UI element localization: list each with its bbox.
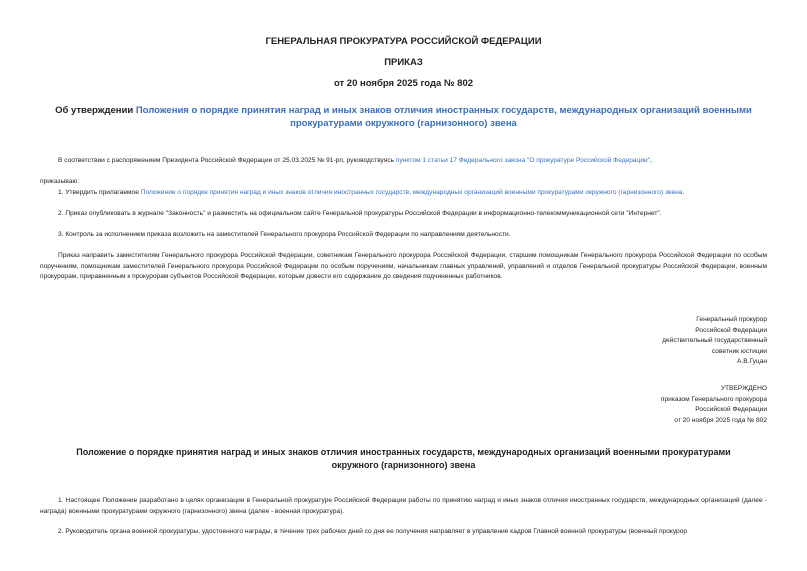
regulation-title: Положение о порядке принятия наград и иных знаков отличия иностранных государств, международных организаций военными прокуратурами окружного (гарнизонного) звена: [76, 447, 731, 470]
approval-block: [661, 384, 767, 426]
preamble-end: ,: [650, 157, 652, 164]
regulation-link[interactable]: Положение о порядке принятия наград и иных знаков отличия иностранных государств, международных организаций военными прокуратурами окружного (гарнизонного) звена: [140, 189, 683, 196]
order-word: приказываю:: [40, 178, 80, 185]
item-3: 3. Контроль за исполнением приказа возложить на заместителей Генерального прокурора Российской Федерации по направлениям деятельности.: [58, 231, 511, 238]
document-title: [40, 104, 767, 130]
preamble-text: В соответствии с распоряжением Президента Российской Федерации от 25.03.2025 № 91-рп, руководствуясь: [58, 157, 396, 164]
doc-type-heading: ПРИКАЗ: [384, 57, 423, 68]
signature-name: А.В.Гуцан: [737, 358, 767, 365]
date-number-heading: от 20 ноября 2025 года № 802: [333, 78, 474, 89]
law-link[interactable]: пунктом 1 статьи 17 Федерального закона "О прокуратуре Российской Федерации": [395, 157, 651, 164]
signature-line: Генеральный прокурор: [696, 316, 767, 323]
approval-line: Российской Федерации: [695, 406, 767, 413]
regulation-paragraph-1: 1. Настоящее Положение разработано в целях организации в Генеральной прокуратуре Российской Федерации работы по принятию наград и иных знаков отличия иностранных государств, международных организаций (далее - награда) военными прокуратурами окружного (гарнизонного) звена (далее - военная прокуратура).: [40, 497, 767, 515]
distribution-paragraph: Приказ направить заместителям Генерального прокурора Российской Федерации, советникам Генерального прокурора Российской Федерации, старшим помощникам Генерального прокурора Российской Федерации по особым поручениям, помощникам заместителей Генерального прокурора Российской Федерации по особым поручениям, начальникам главных управлений, управлений и отделов Генеральной прокуратуры Российской Федерации, военным прокурорам, приравненным к прокурорам субъектов Российской Федерации, которым довести его содержание до сведения подчиненных работников.: [40, 252, 767, 280]
item-1: [40, 188, 767, 199]
approval-line: УТВЕРЖДЕНО: [720, 385, 767, 392]
signature-block: [662, 315, 767, 368]
approval-line: приказом Генерального прокурора: [660, 395, 767, 403]
item-1-text: 1. Утвердить прилагаемое: [58, 189, 141, 196]
signature-line: действительный государственный: [662, 337, 767, 344]
regulation-paragraph-2: 2. Руководитель органа военной прокуратуры, удостоенного награды, в течение трех рабочих дней со дня ее получения направляет в управление кадров Главной военной прокуратуры (военный прокурор: [58, 528, 688, 535]
item-1-end: .: [682, 189, 685, 196]
signature-line: советник юстиции: [711, 347, 767, 355]
signature-line: Российской Федерации: [695, 326, 767, 334]
preamble: [40, 156, 767, 167]
approval-line: от 20 ноября 2025 года № 802: [674, 416, 767, 424]
title-prefix: Об утверждении: [55, 105, 136, 116]
title-regulation-link[interactable]: Положения о порядке принятия наград и иных знаков отличия иностранных государств, международных организаций военными прокуратурами окружного (гарнизонного) звена: [135, 105, 752, 129]
org-heading: ГЕНЕРАЛЬНАЯ ПРОКУРАТУРА РОССИЙСКОЙ ФЕДЕРАЦИИ: [265, 36, 542, 47]
item-2: 2. Приказ опубликовать в журнале "Законность" и разместить на официальном сайте Генеральной прокуратуры Российской Федерации в информационно-телекоммуникационной сети "Интернет".: [58, 210, 662, 217]
